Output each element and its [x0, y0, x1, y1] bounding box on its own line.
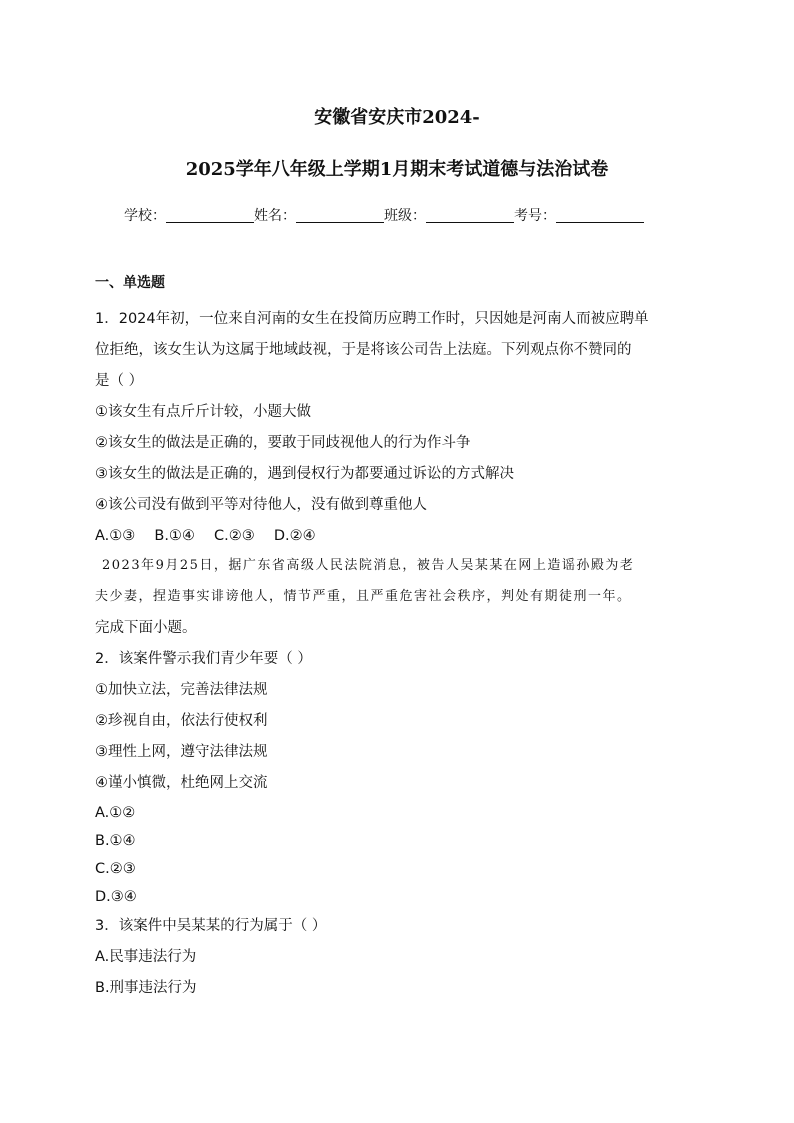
q1-option-1: ①该女生有点斤斤计较，小题大做	[95, 404, 311, 420]
q1-option-3: ③该女生的做法是正确的，遇到侵权行为都要通过诉讼的方式解决	[95, 466, 514, 482]
q2-option-2: ②珍视自由，依法行使权利	[95, 713, 268, 729]
q2-option-4: ④谨小慎微，杜绝网上交流	[95, 775, 268, 791]
class-label: 班级：	[384, 208, 426, 224]
number-label: 考号：	[514, 208, 556, 224]
student-info-row	[124, 205, 644, 225]
number-blank[interactable]	[556, 208, 644, 223]
q2-choice-a: A.①②	[95, 805, 136, 821]
name-blank[interactable]	[296, 208, 384, 223]
school-label: 学校：	[124, 208, 166, 224]
q1-option-2: ②该女生的做法是正确的，要敢于同歧视他人的行为作斗争	[95, 435, 471, 451]
class-blank[interactable]	[426, 208, 514, 223]
material-line3: 完成下面小题。	[95, 620, 197, 636]
q1-option-4: ④该公司没有做到平等对待他人，没有做到尊重他人	[95, 497, 427, 513]
q3-choice-a: A.民事违法行为	[95, 949, 197, 965]
q2-choice-b: B.①④	[95, 833, 136, 849]
q2-stem: 2．该案件警示我们青少年要（ ）	[95, 651, 312, 667]
q1-stem-line2: 位拒绝，该女生认为这属于地域歧视，于是将该公司告上法庭。下列观点你不赞同的	[95, 342, 632, 358]
q1-stem-line3: 是（ ）	[95, 373, 144, 389]
q2-choice-d: D.③④	[95, 889, 137, 905]
exam-title-line2: 2025学年八年级上学期1月期末考试道德与法治试卷	[185, 159, 609, 180]
exam-title-line1: 安徽省安庆市2024-	[314, 107, 480, 128]
q3-stem: 3．该案件中吴某某的行为属于（ ）	[95, 918, 327, 934]
material-line1: 2023年9月25日，据广东省高级人民法院消息，被告人吴某某在网上造谣孙殿为老	[102, 558, 635, 573]
school-blank[interactable]	[166, 208, 254, 223]
q1-stem-line1: 1．2024年初，一位来自河南的女生在投简历应聘工作时，只因她是河南人而被应聘单	[95, 311, 649, 327]
q1-choices: A.①③ B.①④ C.②③ D.②④	[95, 528, 316, 544]
material-line2: 夫少妻，捏造事实诽谤他人，情节严重，且严重危害社会秩序，判处有期徒刑一年。	[95, 589, 632, 604]
name-label: 姓名：	[254, 208, 296, 224]
q2-option-1: ①加快立法，完善法律法规	[95, 682, 268, 698]
section-title: 一、单选题	[95, 275, 165, 291]
q2-choice-c: C.②③	[95, 861, 136, 877]
q2-option-3: ③理性上网，遵守法律法规	[95, 744, 268, 760]
q3-choice-b: B.刑事违法行为	[95, 980, 197, 996]
